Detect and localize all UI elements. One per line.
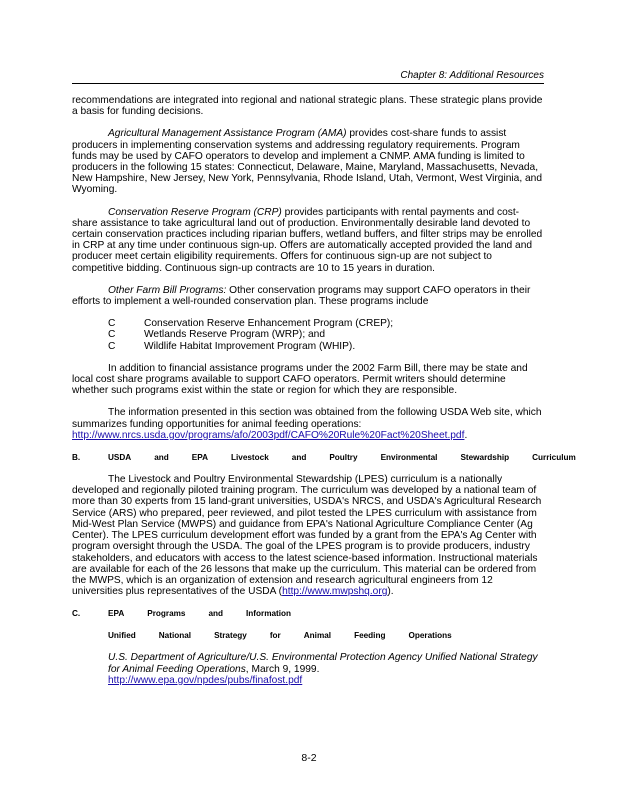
ama-text: provides cost-share funds to assist producers in implementing conservation systems and addressing regulatory requirements. Program funds may be used by CAFO operators to develop and implement a CNMP. AMA funding is limited to producers in the following 15 states: Connecticut, Delaware, Maine, Maryland, Massachusetts, Nevada, New Hampshire, New Jersey, New York, Pennsylvania, Rhode Island, Utah, Vermont, West Virginia, and Wyoming. xyxy=(72,128,542,196)
programs-list xyxy=(72,318,544,352)
other-programs-text: Other conservation programs may support CAFO operators in their efforts to implement a well-rounded conservation plan. These programs include xyxy=(72,284,531,308)
list-item-text: Conservation Reserve Enhancement Program (CREP); xyxy=(144,318,394,330)
usda-info-end: . xyxy=(464,429,468,441)
heading-word: Poultry xyxy=(329,453,358,463)
list-item-text: Wetlands Reserve Program (WRP); and xyxy=(144,329,325,341)
heading-word: USDA xyxy=(108,453,132,463)
list-item xyxy=(72,341,544,352)
section-c-heading xyxy=(72,608,544,619)
ama-title: Agricultural Management Assistance Program (AMA) xyxy=(108,128,347,140)
unified-strategy-heading xyxy=(72,630,544,641)
crp-paragraph xyxy=(72,207,544,274)
heading-word: for xyxy=(269,631,281,641)
reference-date: , March 9, 1999. xyxy=(245,663,320,675)
list-item xyxy=(72,329,544,340)
body-text xyxy=(72,95,576,686)
usda-info-paragraph xyxy=(72,407,544,441)
heading-word: Livestock xyxy=(231,453,269,463)
other-programs-paragraph xyxy=(72,285,544,307)
heading-word: Unified xyxy=(108,631,136,641)
section-c-letter: C. xyxy=(72,609,81,619)
lpes-end: ). xyxy=(387,586,394,598)
list-bullet: C xyxy=(108,329,116,341)
section-b-title xyxy=(108,452,599,463)
usda-info-text: The information presented in this section was obtained from the following USDA Web site, which summarizes funding opportunities for animal feeding operations: xyxy=(72,407,542,430)
section-b-letter: B. xyxy=(72,453,81,463)
heading-word: EPA xyxy=(108,609,125,619)
heading-word: Strategy xyxy=(214,631,247,641)
heading-word: Programs xyxy=(147,609,186,619)
heading-word: Information xyxy=(246,609,292,619)
heading-word: Feeding xyxy=(354,631,386,641)
lpes-text: The Livestock and Poultry Environmental Stewardship (LPES) curriculum is a nationally developed and regionally piloted training program. The curriculum was developed by a national team of more than 30 experts from 15 land-grant universities, USDA's NRCS, and USDA's Agricultural Research Service (ARS) who prepared, peer reviewed, and pilot tested the LPES curriculum with assistance from Mid-West Plan Service (MWPS) and guidance from EPA's National Agriculture Compliance Center (Ag Center). The LPES curriculum development effort was funded by a grant from the EPA's Ag Center with program oversight through the USDA. The goal of the LPES program is to provide producers, industry stakeholders, and educators with access to the latest science-based information. Instructional materials are available for each of the 26 lessons that make up the curriculum. This material can be ordered from the MWPS, which is an organization of extension and research agricultural engineers from 12 universities plus representatives of the USDA ( xyxy=(72,474,542,598)
heading-word: EPA xyxy=(191,453,208,463)
heading-word: Environmental xyxy=(380,453,438,463)
heading-word: Animal xyxy=(303,631,332,641)
crp-title: Conservation Reserve Program (CRP) xyxy=(108,206,282,218)
reference-title: U.S. Department of Agriculture/U.S. Environmental Protection Agency Unified National Strategy for Animal Feeding Operations xyxy=(108,652,538,675)
running-header: Chapter 8: Additional Resources xyxy=(400,70,544,81)
list-bullet: C xyxy=(108,318,116,330)
heading-word: and xyxy=(208,609,224,619)
header-rule xyxy=(72,83,544,84)
heading-word: Stewardship xyxy=(460,453,510,463)
crp-text: provides participants with rental payments and cost-share assistance to take agricultural land out of production. Environmentally desirable land devoted to certain conservation practices including riparian buffers, wetland buffers, and filter strips may be enrolled in CRP at any time under continuous sign-up. Offers are automatically accepted provided the land and producer meet certain eligibility requirements. Offers for continuous sign-up are not subject to competitive bidding. Continuous sign-up contracts are 10 to 15 years in duration. xyxy=(72,206,543,274)
heading-word: Curriculum xyxy=(532,453,576,463)
heading-word: and xyxy=(154,453,169,463)
page-number: 8-2 xyxy=(301,752,317,764)
unified-strategy-reference xyxy=(72,652,544,686)
section-b-heading xyxy=(72,452,576,463)
intro-paragraph: recommendations are integrated into regional and national strategic plans. These strategic plans provide a basis for funding decisions. xyxy=(72,95,543,118)
heading-word: and xyxy=(291,453,307,463)
lpes-paragraph xyxy=(72,474,544,597)
section-c-title xyxy=(108,608,314,619)
ama-paragraph xyxy=(72,128,544,195)
mwps-link[interactable]: http://www.mwpshq.org xyxy=(282,586,388,598)
list-item-text: Wildlife Habitat Improvement Program (WHIP). xyxy=(144,340,356,352)
other-programs-title: Other Farm Bill Programs: xyxy=(108,284,227,296)
heading-word: Operations xyxy=(408,631,452,641)
state-local-paragraph: In addition to financial assistance programs under the 2002 Farm Bill, there may be state and local cost share programs available to support CAFO operators. Permit writers should determine whether such programs exist within the state or region for which they are responsible. xyxy=(72,362,528,397)
epa-strategy-link[interactable]: http://www.epa.gov/npdes/pubs/finafost.pdf xyxy=(108,674,303,686)
usda-fact-sheet-link[interactable]: http://www.nrcs.usda.gov/programs/afo/2003pdf/CAFO%20Rule%20Fact%20Sheet.pdf xyxy=(72,429,465,441)
list-bullet: C xyxy=(108,340,116,352)
list-item xyxy=(72,318,544,329)
heading-word: National xyxy=(158,631,192,641)
